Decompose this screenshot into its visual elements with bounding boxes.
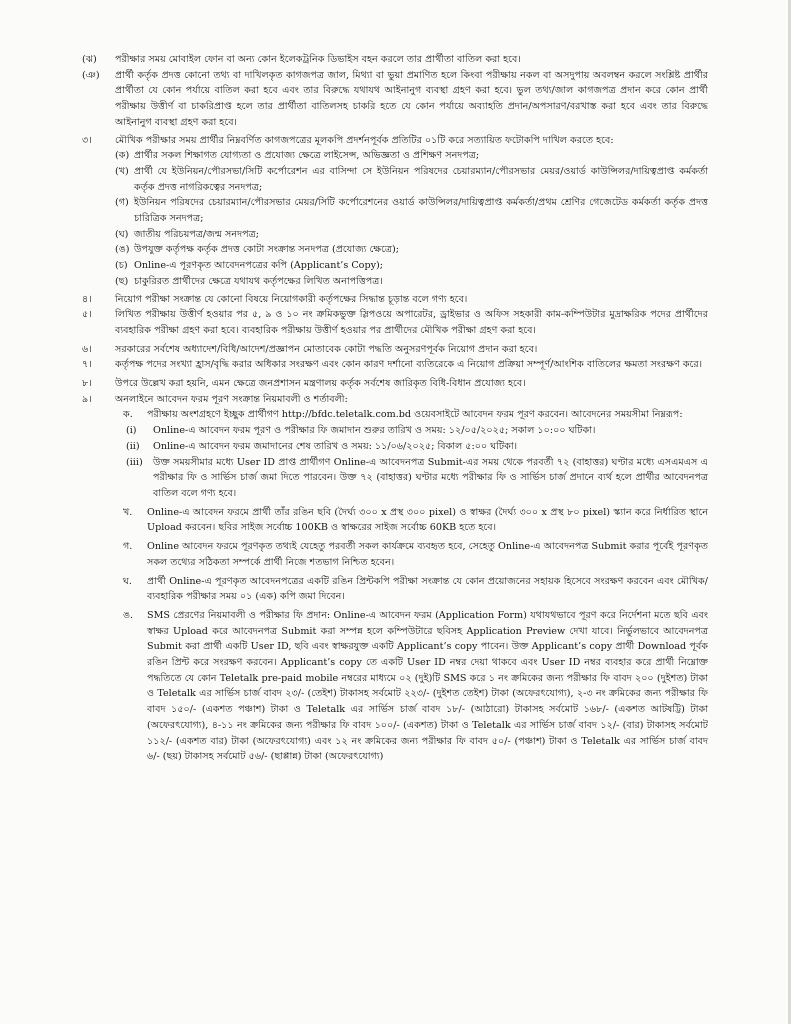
sub-item [115,242,708,258]
clause-7 [82,357,708,373]
sub-text: ইউনিয়ন পরিষদের চেয়ারম্যান/পৌরসভার মেয়র/সিটি কর্পোরেশনের ওয়ার্ড কাউন্সিলর/দায়িত্বপ্রাপ্ত কর্মকর্তা/প্রথম শ্রেণির গেজেটেড কর্মকর্তা কর্তৃক প্রদত্ত চারিত্রিক সনদপত্র; [134,197,708,225]
sub-marker: (চ) [115,260,128,272]
subclause-text: পরীক্ষায় অংশগ্রহণে ইচ্ছুক প্রার্থীগণ http://bfdc.teletalk.com.bd ওয়েবসাইটে আবেদন ফরম পূরণ করবেন। আবেদনের সময়সীমা নিম্নরূপ: [147,409,683,421]
clause-jha [82,52,708,68]
clause-text: অনলাইনে আবেদন ফরম পূরণ সংক্রান্ত নিয়মাবলী ও শর্তাবলী: [115,393,348,405]
deadline-item [126,423,708,439]
sub-item [115,164,708,195]
subclause-text: SMS প্রেরণের নিয়মাবলী ও পরীক্ষার ফি প্রদান: Online-এ আবেদন ফরম (Application Form) যথাযথভাবে পূরণ করে নির্দেশনা মতে ছবি এবং স্বাক্ষর Upload করে আবেদনপত্র Submit করা সম্পন্ন হলে কম্পিউটারে ছবিসহ Application Preview দেখা যাবে। নির্ভুলভাবে আবেদনপত্র Submit করা প্রার্থী একটি User ID, ছবি এবং স্বাক্ষরযুক্ত একটি Applicant’s copy পাবেন। উক্ত Applicant’s copy প্রার্থী Download পূর্বক রঙিন প্রিন্ট করে সংরক্ষণ করবেন। Applicant’s copy তে একটি User ID নম্বর দেয়া থাকবে এবং User ID নম্বর ব্যবহার করে প্রার্থী নিম্নোক্ত পদ্ধতিতে যে কোন Teletalk pre-paid mobile নম্বরের মাধ্যমে ০২ (দুই)টি SMS করে ১ নং ক্রমিকের জন্য পরীক্ষার ফি বাবদ ২০০ (দুইশত) টাকা ও Teletalk এর সার্ভিস চার্জ বাবদ ২৩/- (তেইশ) টাকাসহ সর্বমোট ২২৩/- (দুইশত তেইশ) টাকা (অফেরৎযোগ্য), ২-৩ নং ক্রমিকের জন্য পরীক্ষার ফি বাবদ ১৫০/- (একশত পঞ্চাশ) টাকা ও Teletalk এর সার্ভিস চার্জ বাবদ ১৮/- (আঠারো) টাকাসহ সর্বমোট ১৬৮/- (একশত আটষট্টি) টাকা (অফেরৎযোগ্য), ৪-১১ নং ক্রমিকের জন্য পরীক্ষার ফি বাবদ ১০০/- (একশত) টাকা ও Teletalk এর সার্ভিস চার্জ বাবদ ১২/- (বার) টাকাসহ সর্বমোট ১১২/- (একশত বার) টাকা (অফেরৎযোগ্য) এবং ১২ নং ক্রমিকের জন্য পরীক্ষার ফি বাবদ ৫০/- (পঞ্চাশ) টাকা ও Teletalk এর সার্ভিস চার্জ বাবদ ৬/- (ছয়) টাকাসহ সর্বমোট ৫৬/- (ছাপ্পান্ন) টাকা (অফেরৎযোগ্য) [147,609,708,763]
sub-marker: (ঙ) [115,244,130,256]
sub-item [115,195,708,226]
clause-text: প্রার্থী কর্তৃক প্রদত্ত কোনো তথ্য বা দাখিলকৃত কাগজপত্র জাল, মিথ্যা বা ভুয়া প্রমাণিত হলে কিংবা পরীক্ষায় নকল বা অসদুপায় অবলম্বন করলে সংশ্লিষ্ট প্রার্থীর প্রার্থীতা যে কোন পর্যায়ে বাতিল করা হবে এবং তার বিরুদ্ধে যথাযথ আইনানুগ ব্যবস্থা গ্রহণ করা হবে। ভুল তথ্য/জাল কাগজপত্র প্রদান করে কোন প্রার্থী পরীক্ষায় উত্তীর্ণ বা চাকরিপ্রাপ্ত হলে তার প্রার্থীতা বাতিলসহ চাকরি হতে যে কোন পর্যায়ে অব্যাহতি প্রদান/অপসারণ/বরখাস্ত করা হবে এবং তার বিরুদ্ধে আইনানুগ ব্যবস্থা গ্রহণ করা হবে। [115,69,708,128]
deadline-text: Online-এ আবেদন ফরম জমাদানের শেষ তারিখ ও সময়: ১১/০৬/২০২৫; বিকাল ৫:০০ ঘটিকা। [153,440,518,452]
sub-text: জাতীয় পরিচয়পত্র/জন্ম সনদপত্র; [134,228,259,240]
clause-3 [82,133,708,149]
sub-item [115,227,708,243]
sub-text: প্রার্থী যে ইউনিয়ন/পৌরসভা/সিটি কর্পোরেশন এর বাসিন্দা সে ইউনিয়ন পরিষদের চেয়ারম্যান/পৌরসভার মেয়র/ওয়ার্ড কাউন্সিলর/দায়িত্বপ্রাপ্ত কর্মকর্তা কর্তৃক প্রদত্ত নাগরিকত্বের সনদপত্র; [134,165,708,193]
sub-text: Online-এ পূরণকৃত আবেদনপত্রের কপি (Applicant’s Copy); [134,260,383,272]
clause-marker: ৩। [82,134,92,146]
clause-4 [82,292,708,308]
deadline-item [126,455,708,502]
clause-text: কর্তৃপক্ষ পদের সংখ্যা হ্রাস/বৃদ্ধি করার অধিকার সংরক্ষণ এবং কোন কারণ দর্শানো ব্যতিরেকে এ নিয়োগ প্রক্রিয়া সম্পূর্ণ/আংশিক বাতিলের ক্ষমতা সংরক্ষণ করে। [115,359,703,371]
clause-marker: ৫। [82,309,92,321]
subclause-uma [123,608,708,765]
document-body [82,52,708,765]
roman-marker: (i) [126,425,137,437]
subclause-gha [123,574,708,605]
clause-8 [82,376,708,392]
subclause-kha [123,505,708,536]
clause-text: উপরে উল্লেখ করা হয়নি, এমন ক্ষেত্রে জনপ্রশাসন মন্ত্রণালয় কর্তৃক সর্বশেষ জারিকৃত বিধি-বিধান প্রযোজ্য হবে। [115,378,526,390]
deadline-text: উক্ত সময়সীমার মধ্যে User ID প্রাপ্ত প্রার্থীগণ Online-এ আবেদনপত্র Submit-এর সময় থেকে পরবর্তী ৭২ (বাহাত্তর) ঘণ্টার মধ্যে এসএমএস এ পরীক্ষার ফি ও সার্ভিস চার্জ জমা দিতে পারবেন। উক্ত ৭২ (বাহাত্তর) ঘণ্টার মধ্যে পরীক্ষার ফি ও সার্ভিস চার্জ প্রদানে ব্যর্থ হলে প্রার্থীর আবেদনপত্র বাতিল বলে গণ্য হবে। [153,456,708,499]
deadline-text: Online-এ আবেদন ফরম পূরণ ও পরীক্ষার ফি জমাদান শুরুর তারিখ ও সময়: ১২/০৫/২০২৫; সকাল ১০:০০ ঘটিকা। [153,425,596,437]
clause-marker: (ঝ) [82,54,97,65]
subclause-marker: ক. [123,409,133,421]
sub-item [115,148,708,164]
clause-marker: ৪। [82,293,92,305]
sub-item [115,274,708,290]
clause-marker: ৭। [82,359,92,371]
clause-marker: ৬। [82,343,92,355]
subclause-ka [123,407,708,423]
sub-text: উপযুক্ত কর্তৃপক্ষ কর্তৃক প্রদত্ত কোটা সংক্রান্ত সনদপত্র (প্রযোজ্য ক্ষেত্রে); [134,244,400,256]
sub-text: চাকুরিরত প্রার্থীদের ক্ষেত্রে যথাযথ কর্তৃপক্ষের লিখিত অনাপত্তিপত্র। [134,275,383,287]
sub-marker: (ক) [115,150,130,162]
clause-marker: ৯। [82,393,92,405]
clause-text: নিয়োগ পরীক্ষা সংক্রান্ত যে কোনো বিষয়ে নিয়োগকারী কর্তৃপক্ষের সিদ্ধান্ত চূড়ান্ত বলে গণ্য হবে। [115,293,468,305]
sub-text: প্রার্থীর সকল শিক্ষাগত যোগ্যতা ও প্রযোজ্য ক্ষেত্রে লাইসেন্স, অভিজ্ঞতা ও প্রশিক্ষণ সনদপত্র; [134,150,480,162]
roman-marker: (iii) [126,456,143,468]
clause-text: মৌখিক পরীক্ষার সময় প্রার্থীর নিম্নবর্ণিত কাগজপত্রের মূলকপি প্রদর্শনপূর্বক প্রতিটির ০১টি করে সত্যায়িত ফটোকপি দাখিল করতে হবে: [115,134,614,146]
sub-item [115,258,708,274]
clause-text: লিখিত পরীক্ষায় উত্তীর্ণ হওয়ার পর ৫, ৯ ও ১০ নং ক্রমিকভুক্ত স্লিপওয়ে অপারেটর, ড্রাইভার ও অফিস সহকারী কাম-কম্পিউটার মুদ্রাক্ষরিক পদের প্রার্থীদের ব্যবহারিক পরীক্ষা গ্রহণ করা হবে। ব্যবহারিক পরীক্ষায় উত্তীর্ণ হওয়ার পর প্রার্থীদের মৌখিক পরীক্ষা গ্রহণ করা হবে। [115,309,708,336]
sub-marker: (গ) [115,197,129,209]
clause-text: পরীক্ষার সময় মোবাইল ফোন বা অন্য কোন ইলেকট্রনিক ডিভাইস বহন করলে তার প্রার্থীতা বাতিল করা হবে। [115,54,521,65]
subclause-marker: ঙ. [123,609,134,621]
sub-marker: (খ) [115,165,129,177]
subclause-ga [123,539,708,570]
clause-5 [82,307,708,338]
sub-marker: (ঘ) [115,228,129,240]
subclause-marker: গ. [123,541,133,553]
subclause-marker: খ. [123,506,133,518]
clause-nya [82,68,708,131]
sub-marker: (ছ) [115,275,129,287]
clause-9 [82,392,708,408]
subclause-text: Online আবেদন ফরমে পূরণকৃত তথ্যই যেহেতু পরবর্তী সকল কার্যক্রমে ব্যবহৃত হবে, সেহেতু Online-এ আবেদনপত্র Submit করার পূর্বেই পূরণকৃত সকল তথ্যের সঠিকতা সম্পর্কে প্রার্থী নিজে শতভাগ নিশ্চিত হবেন। [147,541,708,568]
subclause-marker: ঘ. [123,575,132,587]
deadline-item [126,439,708,455]
clause-marker: ৮। [82,378,92,390]
clause-marker: (ঞ) [82,69,100,81]
roman-marker: (ii) [126,440,140,452]
subclause-text: প্রার্থী Online-এ পূরণকৃত আবেদনপত্রের একটি রঙিন প্রিন্টকপি পরীক্ষা সংক্রান্ত যে কোন প্রয়োজনের সহায়ক হিসেবে সংরক্ষণ করবেন এবং মৌখিক/ব্যবহারিক পরীক্ষার সময় ০১ (এক) কপি জমা দিবেন। [147,575,708,603]
clause-text: সরকারের সর্বশেষ অধ্যাদেশ/বিধি/আদেশ/প্রজ্ঞাপন মোতাবেক কোটা পদ্ধতি অনুসরণপূর্বক নিয়োগ প্রদান করা হবে। [115,343,538,355]
clause-6 [82,342,708,358]
subclause-text: Online-এ আবেদন ফরমে প্রার্থী তাঁর রঙিন ছবি (দৈর্ঘ্য ৩০০ x প্রস্থ ৩০০ pixel) ও স্বাক্ষর (দৈর্ঘ্য ৩০০ x প্রস্থ ৮০ pixel) স্ক্যান করে নির্ধারিত স্থানে Upload করবেন। ছবির সাইজ সর্বোচ্চ 100KB ও স্বাক্ষরের সাইজ সর্বোচ্চ 60KB হতে হবে। [147,506,708,534]
